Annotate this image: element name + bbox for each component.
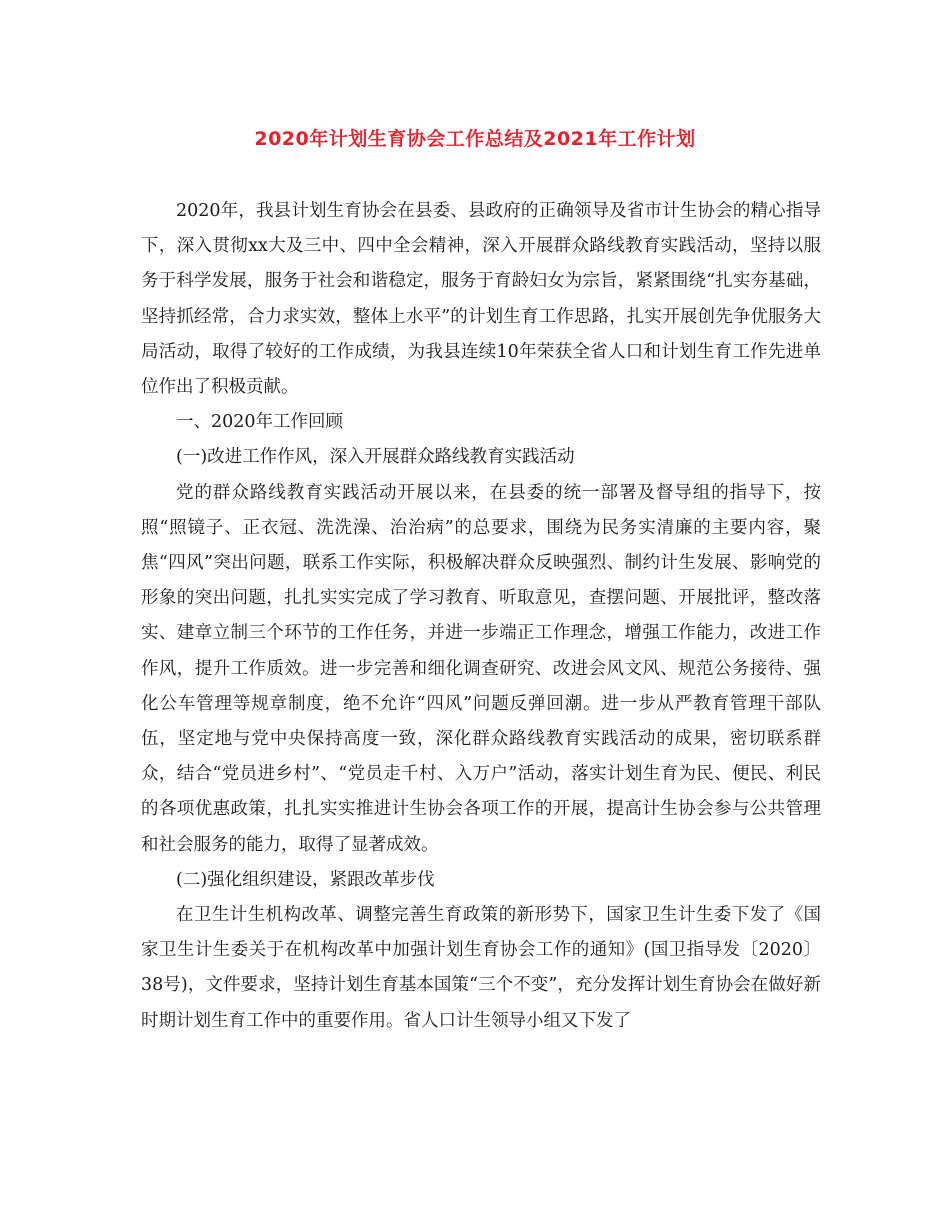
paragraph-intro: 2020年，我县计划生育协会在县委、县政府的正确领导及省市计生协会的精心指导下，深入贯彻xx大及三中、四中全会精神，深入开展群众路线教育实践活动，坚持以服务于科学发展，服务于社会和谐稳定，服务于育龄妇女为宗旨，紧紧围绕“扎实夯基础，坚持抓经常，合力求实效，整体上水平”的计划生育工作思路，扎实开展创先争优服务大局活动，取得了较好的工作成绩，为我县连续10年荣获全省人口和计划生育工作先进单位作出了积极贡献。 <box>141 201 821 398</box>
subsection-heading-2: (二)强化组织建设，紧跟改革步伐 <box>176 869 435 890</box>
document-title: 2020年计划生育协会工作总结及2021年工作计划 <box>254 128 696 150</box>
document-body <box>141 194 821 1039</box>
subsection-heading-1: (一)改进工作作风，深入开展群众路线教育实践活动 <box>176 447 575 468</box>
paragraph-work-style: 党的群众路线教育实践活动开展以来，在县委的统一部署及督导组的指导下，按照“照镜子、正衣冠、洗洗澡、治治病”的总要求，围绕为民务实清廉的主要内容，聚焦“四风”突出问题，联系工作实际，积极解决群众反映强烈、制约计生发展、影响党的形象的突出问题，扎扎实实完成了学习教育、听取意见，查摆问题、开展批评，整改落实、建章立制三个环节的工作任务，并进一步端正工作理念，增强工作能力，改进工作作风，提升工作质效。进一步完善和细化调查研究、改进会风文风、规范公务接待、强化公车管理等规章制度，绝不允许“四风”问题反弹回潮。进一步从严教育管理干部队伍，坚定地与党中央保持高度一致，深化群众路线教育实践活动的成果，密切联系群众，结合“党员进乡村”、“党员走千村、入万户”活动，落实计划生育为民、便民、利民的各项优惠政策，扎扎实实推进计生协会各项工作的开展，提高计生协会参与公共管理和社会服务的能力，取得了显著成效。 <box>141 482 821 855</box>
section-heading-review: 一、2020年工作回顾 <box>176 412 344 433</box>
paragraph-organization: 在卫生计生机构改革、调整完善生育政策的新形势下，国家卫生计生委下发了《国家卫生计生委关于在机构改革中加强计划生育协会工作的通知》(国卫指导发〔2020〕38号)，文件要求，坚持计划生育基本国策“三个不变”，充分发挥计划生育协会在做好新时期计划生育工作中的重要作用。省人口计生领导小组又下发了 <box>141 905 821 1031</box>
